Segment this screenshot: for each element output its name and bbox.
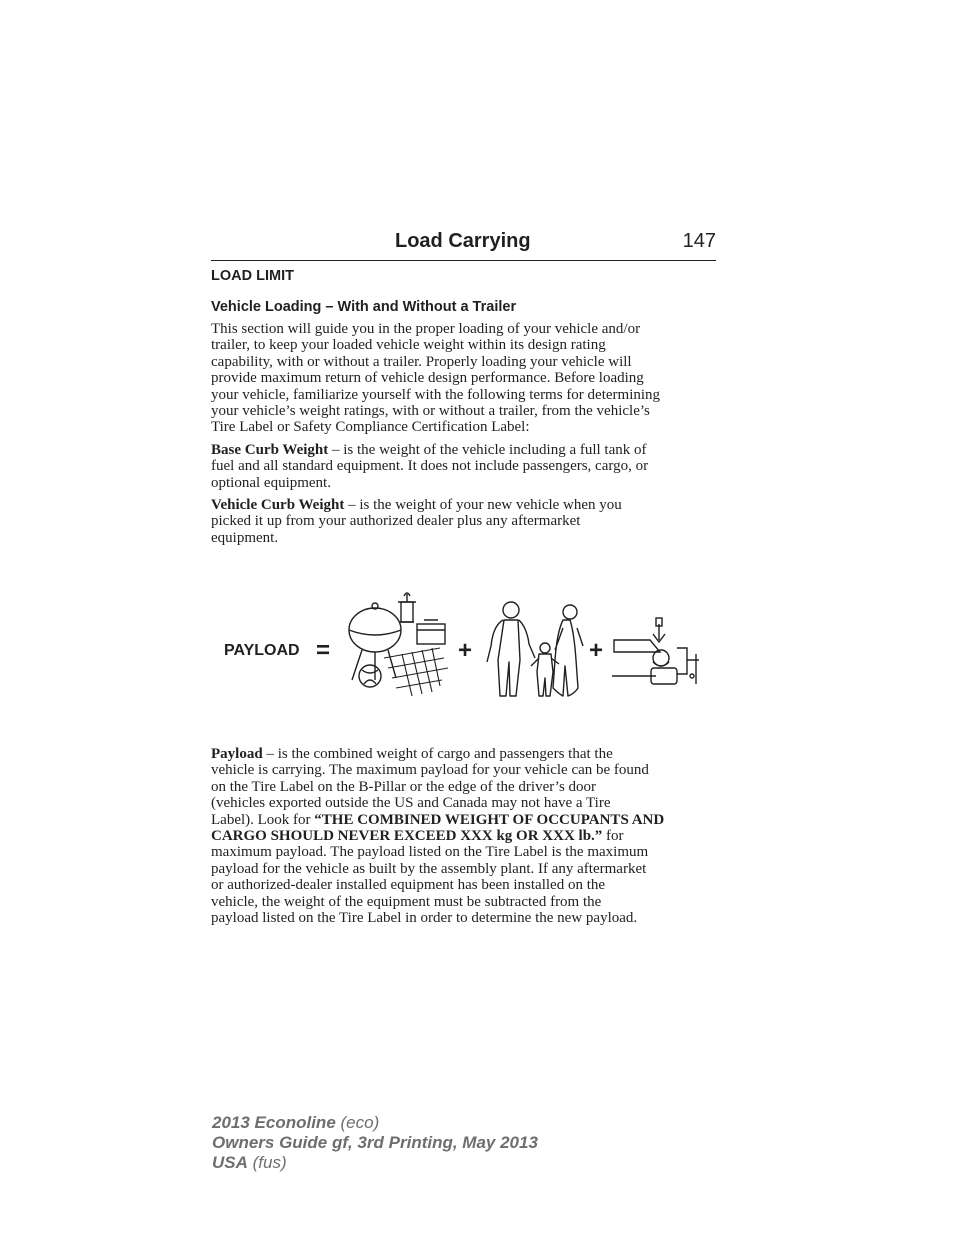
- payload-label: PAYLOAD: [224, 642, 300, 659]
- text-line: provide maximum return of vehicle design performance. Before loading: [211, 370, 644, 387]
- text-fragment: for: [602, 828, 624, 845]
- equals-sign: =: [316, 637, 331, 664]
- emphasis-text: “THE COMBINED WEIGHT OF OCCUPANTS AND: [314, 811, 665, 828]
- payload-illustration: [212, 588, 704, 706]
- text-line: maximum payload. The payload listed on the Tire Label is the maximum: [211, 844, 649, 861]
- text-line: [211, 497, 719, 513]
- text-line: trailer, to keep your loaded vehicle weight within its design rating: [211, 337, 606, 354]
- vehicle-curb-weight-paragraph: [211, 497, 719, 546]
- plus-sign: +: [589, 637, 604, 664]
- text-line: picked it up from your authorized dealer plus any aftermarket: [211, 513, 581, 530]
- text-line: on the Tire Label on the B-Pillar or the edge of the driver’s door: [211, 778, 597, 795]
- footer-guide: Owners Guide gf, 3rd Printing, May 2013: [212, 1133, 538, 1152]
- footer-model-line: [212, 1113, 538, 1133]
- text-fragment: Label). Look for: [211, 811, 315, 828]
- intro-paragraph: [211, 321, 719, 436]
- text-line: This section will guide you in the proper loading of your vehicle and/or: [211, 321, 641, 337]
- base-curb-weight-paragraph: [211, 442, 719, 491]
- text-line: Tire Label or Safety Compliance Certification Label:: [211, 419, 530, 436]
- footer-region-line: [212, 1153, 538, 1173]
- text-line: vehicle, the weight of the equipment must be subtracted from the: [211, 893, 602, 910]
- text-line: vehicle is carrying. The maximum payload for your vehicle can be found: [211, 762, 649, 779]
- footer-model: 2013 Econoline: [212, 1113, 336, 1132]
- term-payload: Payload: [211, 746, 263, 762]
- text-line: (vehicles exported outside the US and Canada may not have a Tire: [211, 795, 611, 812]
- text-line: payload for the vehicle as built by the assembly plant. If any aftermarket: [211, 860, 647, 877]
- footer-model-code: (eco): [335, 1113, 380, 1132]
- text-line: [211, 812, 719, 828]
- page-title: Load Carrying: [395, 230, 531, 252]
- text-line: [211, 828, 719, 844]
- text-line: equipment.: [211, 529, 279, 546]
- emphasis-text: CARGO SHOULD NEVER EXCEED XXX kg OR XXX lb.”: [211, 828, 603, 845]
- term-base-curb-weight: Base Curb Weight: [211, 442, 329, 458]
- text-line: or authorized-dealer installed equipment has been installed on the: [211, 877, 606, 894]
- text-line: your vehicle’s weight ratings, with or without a trailer, from the vehicle’s: [211, 403, 650, 420]
- footer-region: USA: [212, 1153, 248, 1172]
- page-number: 147: [682, 230, 716, 252]
- footer-region-code: (fus): [247, 1153, 287, 1172]
- cargo-icon: [349, 593, 448, 696]
- page-footer: [212, 1113, 538, 1173]
- payload-paragraph: [211, 746, 719, 926]
- plus-sign: +: [458, 637, 473, 664]
- text-line: [211, 746, 719, 762]
- definition-text: – is the weight of your new vehicle when you: [344, 497, 622, 513]
- subsection-title: Vehicle Loading – With and Without a Trailer: [211, 299, 517, 315]
- text-line: your vehicle, familiarize yourself with the following terms for determining: [211, 386, 661, 403]
- hitch-icon: [612, 618, 699, 684]
- definition-text: – is the weight of the vehicle including a full tank of: [328, 442, 647, 458]
- text-line: capability, with or without a trailer. Properly loading your vehicle will: [211, 353, 632, 370]
- section-title: LOAD LIMIT: [211, 268, 294, 284]
- footer-guide-line: [212, 1133, 538, 1153]
- text-line: fuel and all standard equipment. It does not include passengers, cargo, or: [211, 458, 649, 475]
- text-line: payload listed on the Tire Label in order to determine the new payload.: [211, 910, 638, 927]
- definition-text: – is the combined weight of cargo and passengers that the: [262, 746, 613, 762]
- page-header: [211, 230, 716, 261]
- term-vehicle-curb-weight: Vehicle Curb Weight: [211, 497, 345, 513]
- family-icon: [487, 602, 583, 696]
- text-line: optional equipment.: [211, 474, 331, 491]
- text-line: [211, 442, 719, 458]
